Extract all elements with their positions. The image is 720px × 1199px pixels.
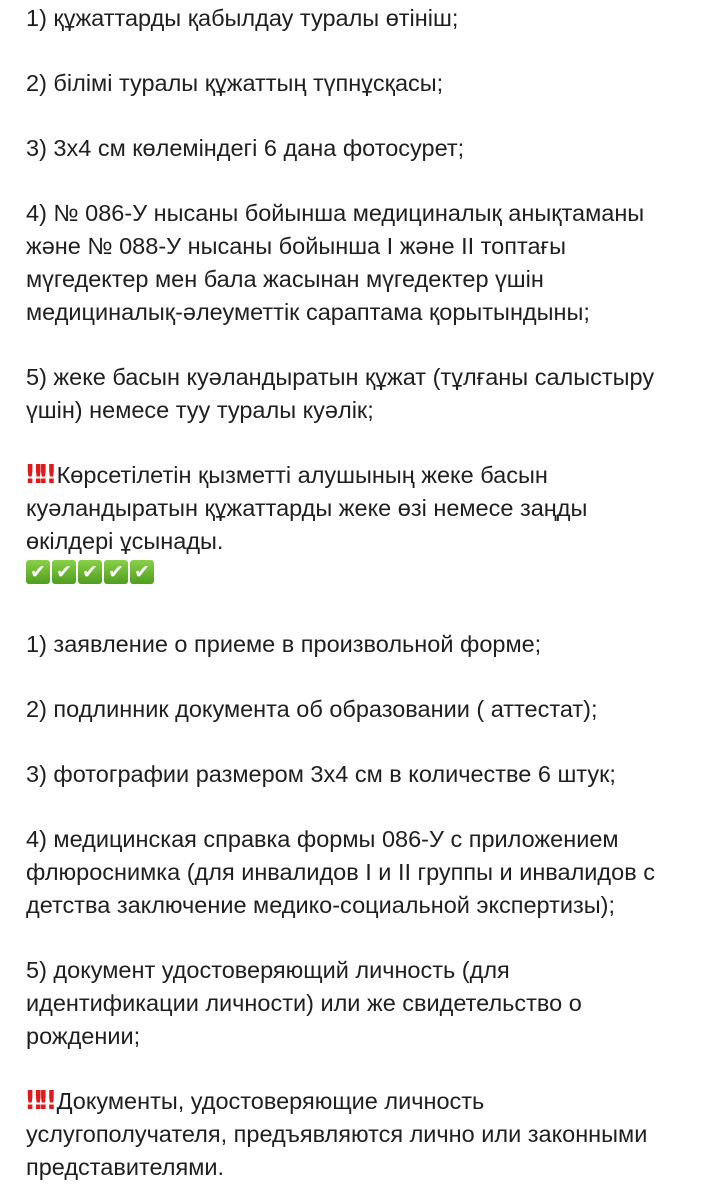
ru-item-4 [26, 823, 700, 922]
ru-item-3 [26, 758, 700, 791]
text-line: 1) құжаттарды қабылдау туралы өтініш; [26, 5, 459, 31]
text-line: флюроснимка (для инвалидов I и II группы и инвалидов с [26, 859, 655, 885]
kz-item-4 [26, 197, 700, 329]
text-line: медициналық-әлеуметтік сараптама қорытындыны; [26, 299, 590, 325]
kz-warning [26, 459, 700, 558]
text-line: 4) № 086-У нысаны бойынша медициналық анықтаманы [26, 200, 645, 226]
text-line: 3) 3х4 см көлеміндегі 6 дана фотосурет; [26, 135, 465, 161]
check-mark-icon: ✔ [130, 560, 154, 584]
check-mark-icon: ✔ [52, 560, 76, 584]
kz-item-5 [26, 361, 700, 427]
text-line: куәландыратын құжаттарды жеке өзі немесе заңды [26, 495, 588, 521]
text-line: және № 088-У нысаны бойынша І және ІІ топтағы [26, 233, 566, 259]
kz-item-3 [26, 132, 700, 165]
double-exclamation-icon: ‼‼ [26, 460, 53, 490]
text-line: өкілдері ұсынады. [26, 528, 224, 554]
double-exclamation-icon: ‼‼ [26, 1086, 53, 1116]
ru-item-2 [26, 693, 700, 726]
kz-item-1 [26, 2, 700, 35]
check-mark-icon: ✔ [26, 560, 50, 584]
ru-item-5 [26, 954, 700, 1053]
text-line: 1) заявление о приеме в произвольной форме; [26, 631, 542, 657]
text-line: үшін) немесе туу туралы куәлік; [26, 397, 374, 423]
warning-text: Документы, удостоверяющие личность [56, 1088, 485, 1114]
text-line: 4) медицинская справка формы 086-У с приложением [26, 826, 619, 852]
text-line [26, 1085, 700, 1118]
text-line: 2) подлинник документа об образовании ( аттестат); [26, 696, 598, 722]
text-line: 3) фотографии размером 3х4 см в количестве 6 штук; [26, 761, 616, 787]
text-line: рождении; [26, 1023, 141, 1049]
text-line: 2) білімі туралы құжаттың түпнұсқасы; [26, 70, 444, 96]
text-line: идентификации личности) или же свидетельство о [26, 990, 582, 1016]
warning-text: Көрсетілетін қызметті алушының жеке басын [56, 462, 548, 488]
text-line: 5) жеке басын куәландыратын құжат (тұлғаны салыстыру [26, 364, 655, 390]
kz-item-2 [26, 67, 700, 100]
text-line: детства заключение медико-социальной экспертизы); [26, 892, 615, 918]
text-line: 5) документ удостоверяющий личность (для [26, 957, 510, 983]
text-line: представителями. [26, 1154, 225, 1180]
ru-item-1 [26, 628, 700, 661]
check-mark-icon: ✔ [78, 560, 102, 584]
checkmark-separator [26, 560, 700, 586]
ru-warning [26, 1085, 700, 1184]
text-line [26, 459, 700, 492]
text-line: услугополучателя, предъявляются лично или законными [26, 1121, 648, 1147]
check-mark-icon: ✔ [104, 560, 128, 584]
text-line: мүгедектер мен бала жасынан мүгедектер үшін [26, 266, 544, 292]
